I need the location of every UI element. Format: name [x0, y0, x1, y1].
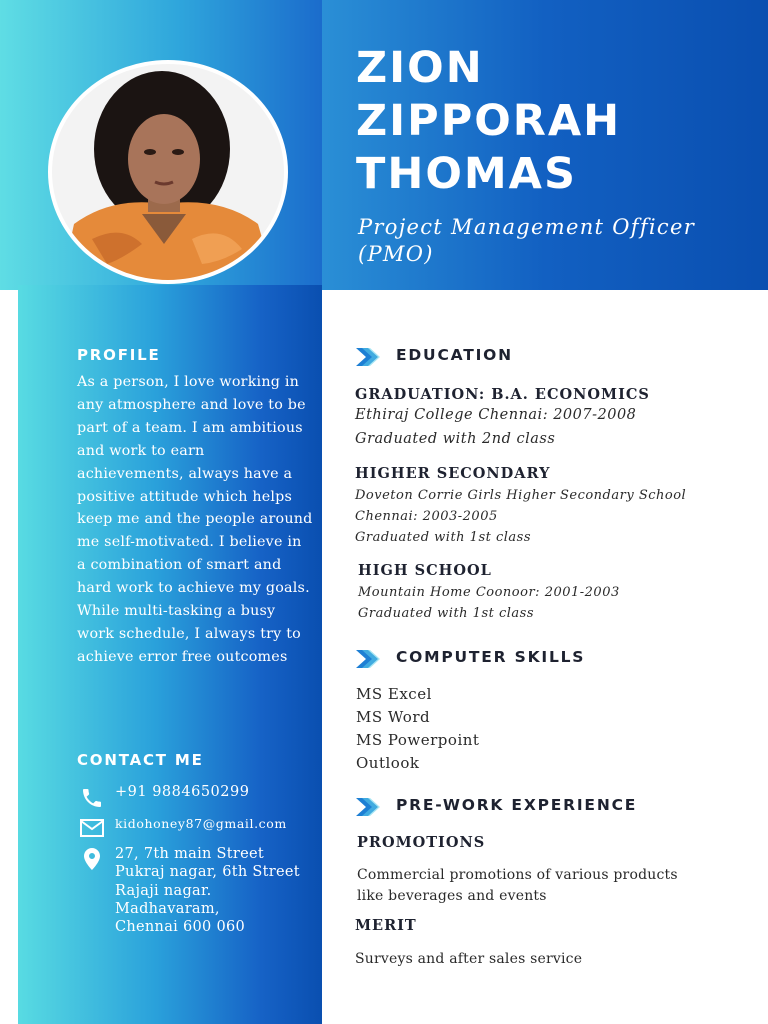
education-graduation-line: Graduated with 2nd class	[355, 431, 556, 447]
person-name	[356, 42, 621, 201]
education-high-school-line: Graduated with 1st class	[358, 606, 535, 621]
address-line: 27, 7th main Street	[115, 846, 265, 862]
address-line: Chennai 600 060	[115, 919, 246, 936]
email-address: kidohoney87@gmail.com	[115, 816, 287, 831]
phone-number: +91 9884650299	[115, 784, 250, 800]
education-higher-secondary-title: HIGHER SECONDARY	[355, 465, 551, 482]
chevron-right-icon	[356, 650, 382, 668]
name-line-first: ZION	[356, 43, 484, 93]
skill-item: MS Word	[356, 708, 431, 726]
address-line: Pukraj nagar, 6th Street	[115, 864, 300, 881]
job-title: Project Management Officer (PMO)	[358, 215, 696, 266]
address-line: Rajaji nagar.	[115, 882, 212, 899]
experience-promotions-title: PROMOTIONS	[357, 834, 486, 851]
experience-heading: PRE-WORK EXPERIENCE	[396, 796, 638, 814]
education-higher-secondary-line: Doveton Corrie Girls Higher Secondary School	[355, 488, 687, 503]
mail-icon	[80, 816, 104, 840]
skill-item: MS Excel	[356, 685, 432, 703]
phone-icon	[80, 786, 104, 810]
experience-merit-title: MERIT	[355, 917, 417, 934]
profile-photo	[48, 60, 288, 284]
education-heading: EDUCATION	[396, 346, 513, 364]
experience-promotions-line: like beverages and events	[357, 888, 547, 904]
location-pin-icon	[80, 847, 104, 871]
education-high-school-line: Mountain Home Coonoor: 2001-2003	[358, 585, 620, 600]
experience-merit-line: Surveys and after sales service	[355, 951, 583, 967]
experience-promotions-line: Commercial promotions of various products	[357, 867, 678, 883]
education-higher-secondary-line: Graduated with 1st class	[355, 530, 532, 545]
address-line: Madhavaram,	[115, 900, 220, 917]
profile-text: As a person, I love working in any atmosphere and love to be part of a team. I am ambitious and work to earn achievements, always have a positive attitude which helps keep me and the people around me self-motivated. I believe in a combination of smart and hard work to achieve my goals. While multi-tasking a busy work schedule, I always try to achieve error free outcomes	[77, 374, 313, 665]
education-graduation-title: GRADUATION: B.A. ECONOMICS	[355, 386, 650, 403]
skills-heading: COMPUTER SKILLS	[396, 648, 586, 666]
chevron-right-icon	[356, 348, 382, 366]
name-line-middle: ZIPPORAH	[356, 96, 622, 146]
contact-heading: CONTACT ME	[77, 751, 204, 769]
education-higher-secondary-line: Chennai: 2003-2005	[355, 509, 498, 524]
name-line-last: THOMAS	[356, 149, 577, 199]
education-graduation-line: Ethiraj College Chennai: 2007-2008	[355, 407, 637, 423]
address-block	[115, 845, 300, 936]
chevron-right-icon	[356, 798, 382, 816]
education-high-school-title: HIGH SCHOOL	[358, 562, 492, 579]
skill-item: MS Powerpoint	[356, 731, 480, 749]
profile-heading: PROFILE	[77, 346, 161, 364]
skill-item: Outlook	[356, 754, 420, 772]
